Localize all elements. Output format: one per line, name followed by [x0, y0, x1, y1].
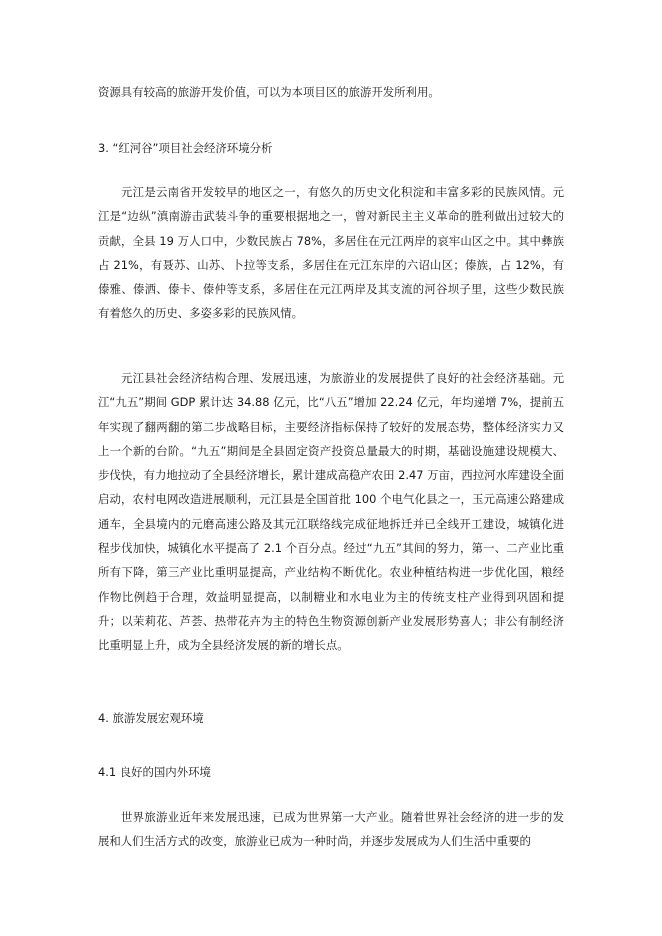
intro-line: 资源具有较高的旅游开发价值，可以为本项目区的旅游开发所利用。 [98, 85, 440, 99]
section-4-1-paragraph-1: 世界旅游业近年来发展迅速，已成为世界第一大产业。随着世界社会经济的进一步的发展和人们生活方式的改变，旅游业已成为一种时尚，并逐步发展成为人们生活中重要的 [98, 810, 564, 849]
section-4-heading: 4. 旅游发展宏观环境 [98, 711, 204, 725]
section-3-paragraph-2: 元江县社会经济结构合理、发展迅速，为旅游业的发展提供了良好的社会经济基础。元江“九五”期间 GDP 累计达 34.88 亿元，比“八五”增加 22.24 亿元，年均递增 7%，提前五年实现了翻两翻的第二步战略目标，主要经济指标保持了较好的发展态势，整体经济实力又上一个新的台阶。“九五”期间是全县固定资产投资总量最大的时期，基础设施建设规模大、步伐快，有力地拉动了全县经济增长，累计建成高稳产农田 2.47 万亩，西拉河水库建设全面启动，农村电网改造进展顺利，元江县是全国首批 100 个电气化县之一，玉元高速公路建成通车，全县境内的元磨高速公路及其元江联络线完成征地拆迁并已全线开工建设，城镇化进程步伐加快，城镇化水平提高了 2.1 个百分点。经过“九五”其间的努力，第一、二产业比重所有下降，第三产业比重明显提高，产业结构不断优化。农业种植结构进一步优化国，粮经作物比例趋于合理，效益明显提高，以制糖业和水电业为主的传统支柱产业得到巩固和提升；以茉莉花、芦荟、热带花卉为主的特色生物资源创新产业发展形势喜人；非公有制经济比重明显上升，成为全县经济发展的新的增长点。 [98, 371, 564, 653]
section-3-paragraph-1: 元江是云南省开发较早的地区之一，有悠久的历史文化积淀和丰富多彩的民族风情。元江是“边纵”滇南游击武装斗争的重要根据地之一，曾对新民主主义革命的胜利做出过较大的贡献，全县 19 万人口中，少数民族占 78%，多居住在元江两岸的哀牢山区之中。其中彝族占 21%，有聂苏、山苏、卜拉等支系，多居住在元江东岸的六诏山区；傣族，占 12%，有傣雅、傣洒、傣卡、傣仲等支系，多居住在元江两岸及其支流的河谷坝子里，这些少数民族有着悠久的历史、多姿多彩的民族风情。 [98, 185, 564, 321]
section-3-heading: 3. “红河谷”项目社会经济环境分析 [98, 141, 273, 155]
section-4-1-heading: 4.1 良好的国内外环境 [98, 765, 211, 779]
